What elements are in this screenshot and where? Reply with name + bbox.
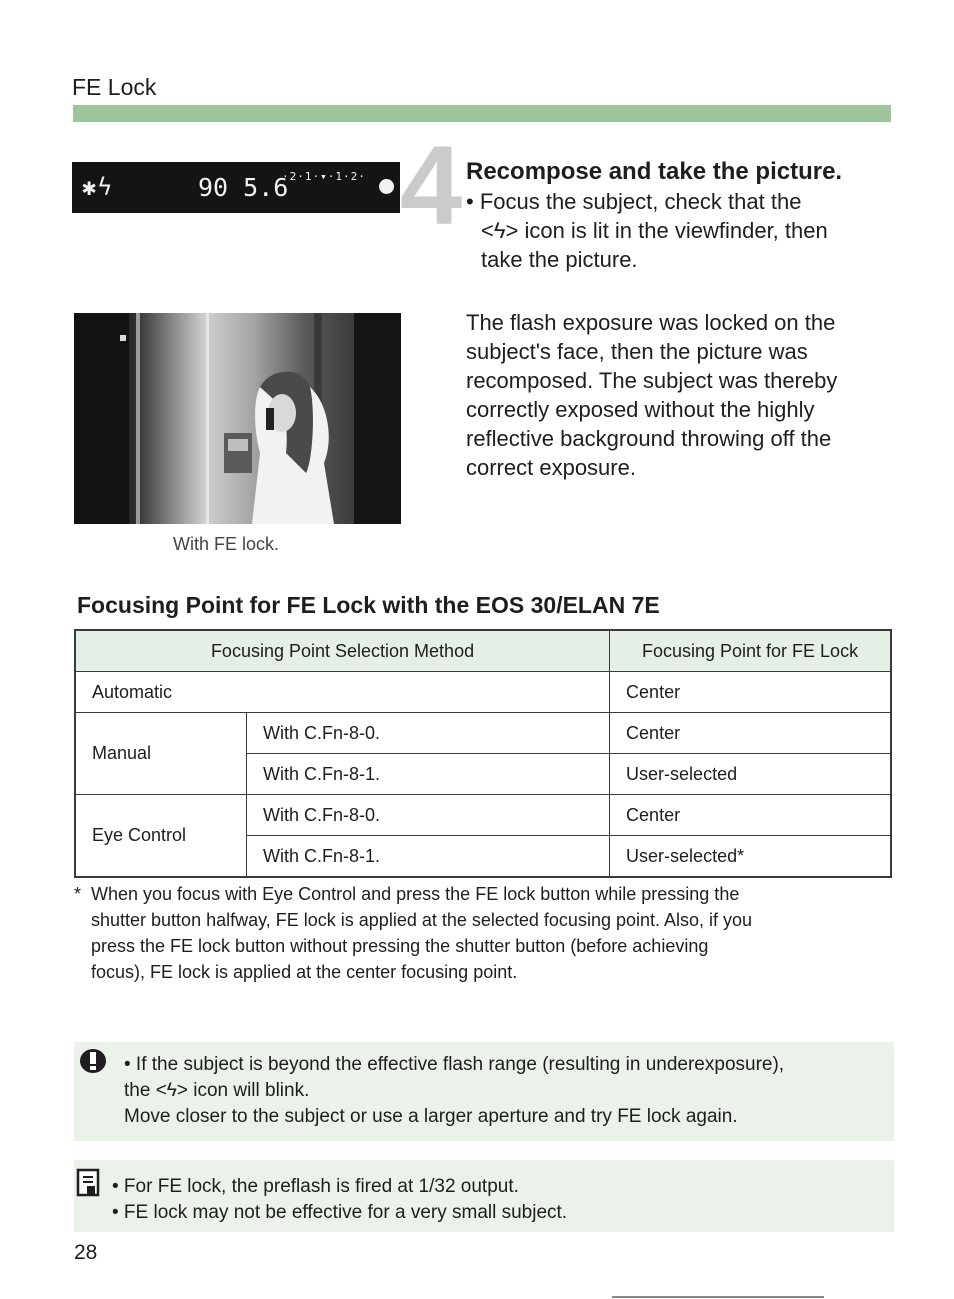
- explanation-line: subject's face, then the picture was: [466, 339, 808, 364]
- footnote-line: press the FE lock button without pressing the shutter button (before achieving: [91, 936, 709, 956]
- explanation-paragraph: [466, 308, 886, 482]
- header-divider-bar: [73, 105, 891, 122]
- step-bullet-line: <ϟ> icon is lit in the viewfinder, then: [481, 218, 828, 243]
- table-cell-point: Center: [610, 672, 891, 713]
- table-cell-method: Eye Control: [75, 795, 247, 878]
- table-header-row: [75, 630, 891, 672]
- step-title: Recompose and take the picture.: [466, 158, 843, 185]
- footer-rule: [612, 1296, 824, 1298]
- table-cell-option: With C.Fn-8-0.: [247, 795, 610, 836]
- caution-box: [74, 1042, 894, 1141]
- step-bullet-line: take the picture.: [481, 247, 638, 272]
- step-number: 4: [400, 123, 463, 248]
- table-header-cell: Focusing Point for FE Lock: [610, 630, 891, 672]
- note-line: • For FE lock, the preflash is fired at 1/32 output.: [112, 1176, 519, 1197]
- table-row: [75, 672, 891, 713]
- viewfinder-readout: 90 5.6: [198, 173, 289, 202]
- table-cell-point: Center: [610, 713, 891, 754]
- viewfinder-display: [72, 162, 400, 213]
- example-photo: [74, 313, 401, 524]
- explanation-line: correct exposure.: [466, 455, 636, 480]
- table-cell-option: With C.Fn-8-1.: [247, 754, 610, 795]
- table-row: [75, 713, 891, 754]
- caution-line: Move closer to the subject or use a larger aperture and try FE lock again.: [124, 1106, 738, 1127]
- explanation-line: reflective background throwing off the: [466, 426, 832, 451]
- note-box: [74, 1160, 894, 1232]
- caution-icon: [78, 1048, 108, 1079]
- note-line: • FE lock may not be effective for a very small subject.: [112, 1202, 568, 1223]
- footnote-line: focus), FE lock is applied at the center focusing point.: [91, 962, 518, 982]
- explanation-line: recomposed. The subject was thereby: [466, 368, 838, 393]
- footnote-line: When you focus with Eye Control and press the FE lock button while pressing the: [91, 884, 740, 904]
- page-number: 28: [74, 1241, 98, 1264]
- table-cell-point: User-selected: [610, 754, 891, 795]
- explanation-line: correctly exposed without the highly: [466, 397, 815, 422]
- photo-illustration: [74, 313, 401, 524]
- table-cell-method: Automatic: [75, 672, 610, 713]
- step-bullet-line: • Focus the subject, check that the: [466, 189, 802, 214]
- photo-caption: With FE lock.: [173, 534, 280, 554]
- fe-lock-focusing-table: [74, 629, 892, 878]
- table-cell-option: With C.Fn-8-1.: [247, 836, 610, 878]
- table-cell-option: With C.Fn-8-0.: [247, 713, 610, 754]
- focus-confirm-icon: [379, 179, 394, 194]
- table-row: [75, 795, 891, 836]
- caution-line: • If the subject is beyond the effective flash range (resulting in underexposure),: [124, 1054, 785, 1075]
- table-cell-method: Manual: [75, 713, 247, 795]
- explanation-line: The flash exposure was locked on the: [466, 310, 836, 335]
- caution-line: the <ϟ> icon will blink.: [124, 1080, 310, 1101]
- table-cell-point: User-selected*: [610, 836, 891, 878]
- viewfinder-flash-icons: ✱ϟ: [82, 173, 113, 201]
- footnote-line: shutter button halfway, FE lock is applied at the selected focusing point. Also, if you: [91, 910, 753, 930]
- memo-icon: [76, 1168, 102, 1203]
- exposure-scale: ·2·1·▾·1·2·: [282, 170, 366, 183]
- table-title: Focusing Point for FE Lock with the EOS 30/ELAN 7E: [77, 592, 660, 618]
- section-label: FE Lock: [72, 74, 157, 100]
- step-instructions: [466, 187, 886, 274]
- footnote-marker: *: [74, 884, 82, 904]
- table-cell-point: Center: [610, 795, 891, 836]
- table-header-cell: Focusing Point Selection Method: [75, 630, 610, 672]
